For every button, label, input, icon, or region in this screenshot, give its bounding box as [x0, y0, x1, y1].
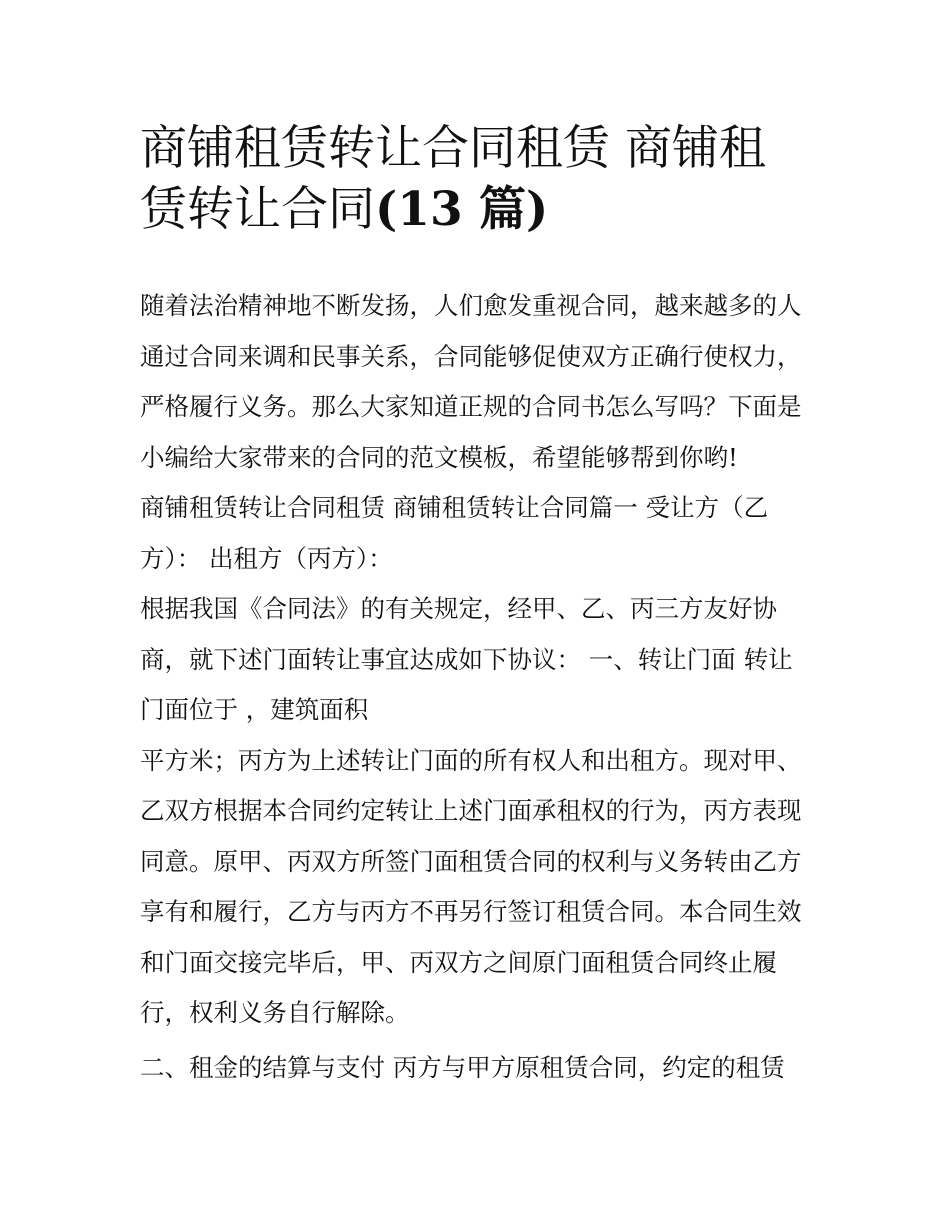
body-line-agreement-2: 商，就下述门面转让事宜达成如下协议： 一、转让门面 转让 [140, 644, 793, 674]
body-line-clause-3: 同意。原甲、丙双方所签门面租赁合同的权利与义务转由乙方 [140, 846, 802, 876]
document-body [140, 281, 830, 1093]
body-line-intro-4: 小编给大家带来的合同的范文模板，希望能够帮到你哟! [140, 442, 738, 472]
body-line-clause-2: 乙双方根据本合同约定转让上述门面承租权的行为，丙方表现 [140, 796, 802, 825]
document-title [140, 118, 830, 240]
body-line-clause-5: 和门面交接完毕后，甲、丙双方之间原门面租赁合同终止履 [140, 947, 777, 977]
title-line-1: 商铺租赁转让合同租赁 商铺租 [140, 121, 766, 176]
body-line-clause-4: 享有和履行，乙方与丙方不再另行签订租赁合同。本合同生效 [140, 897, 802, 926]
body-line-clause-1: 平方米；丙方为上述转让门面的所有权人和出租方。现对甲、 [140, 745, 802, 775]
body-line-rent-heading: 二、租金的结算与支付 丙方与甲方原租赁合同，约定的租赁 [140, 1052, 785, 1082]
body-line-intro-3: 严格履行义务。那么大家知道正规的合同书怎么写吗？下面是 [140, 392, 802, 421]
body-line-clause-6: 行，权利义务自行解除。 [140, 998, 410, 1027]
body-line-intro-1: 随着法治精神地不断发扬，人们愈发重视合同，越来越多的人 [140, 291, 802, 320]
body-line-parties: 方）： 出租方（丙方）： [140, 543, 393, 573]
title-line-2 [140, 179, 830, 240]
body-line-section-heading: 商铺租赁转让合同租赁 商铺租赁转让合同篇一 受让方（乙 [140, 493, 769, 522]
body-line-agreement-3: 门面位于 ，建筑面积 [140, 695, 369, 724]
body-line-agreement-1: 根据我国《合同法》的有关规定，经甲、乙、丙三方友好协 [140, 594, 777, 623]
body-line-intro-2: 通过合同来调和民事关系，合同能够促使双方正确行使权力， [140, 341, 802, 371]
title-line-2-text: 赁转让合同 [140, 182, 375, 237]
title-count: (13 篇) [375, 182, 549, 237]
